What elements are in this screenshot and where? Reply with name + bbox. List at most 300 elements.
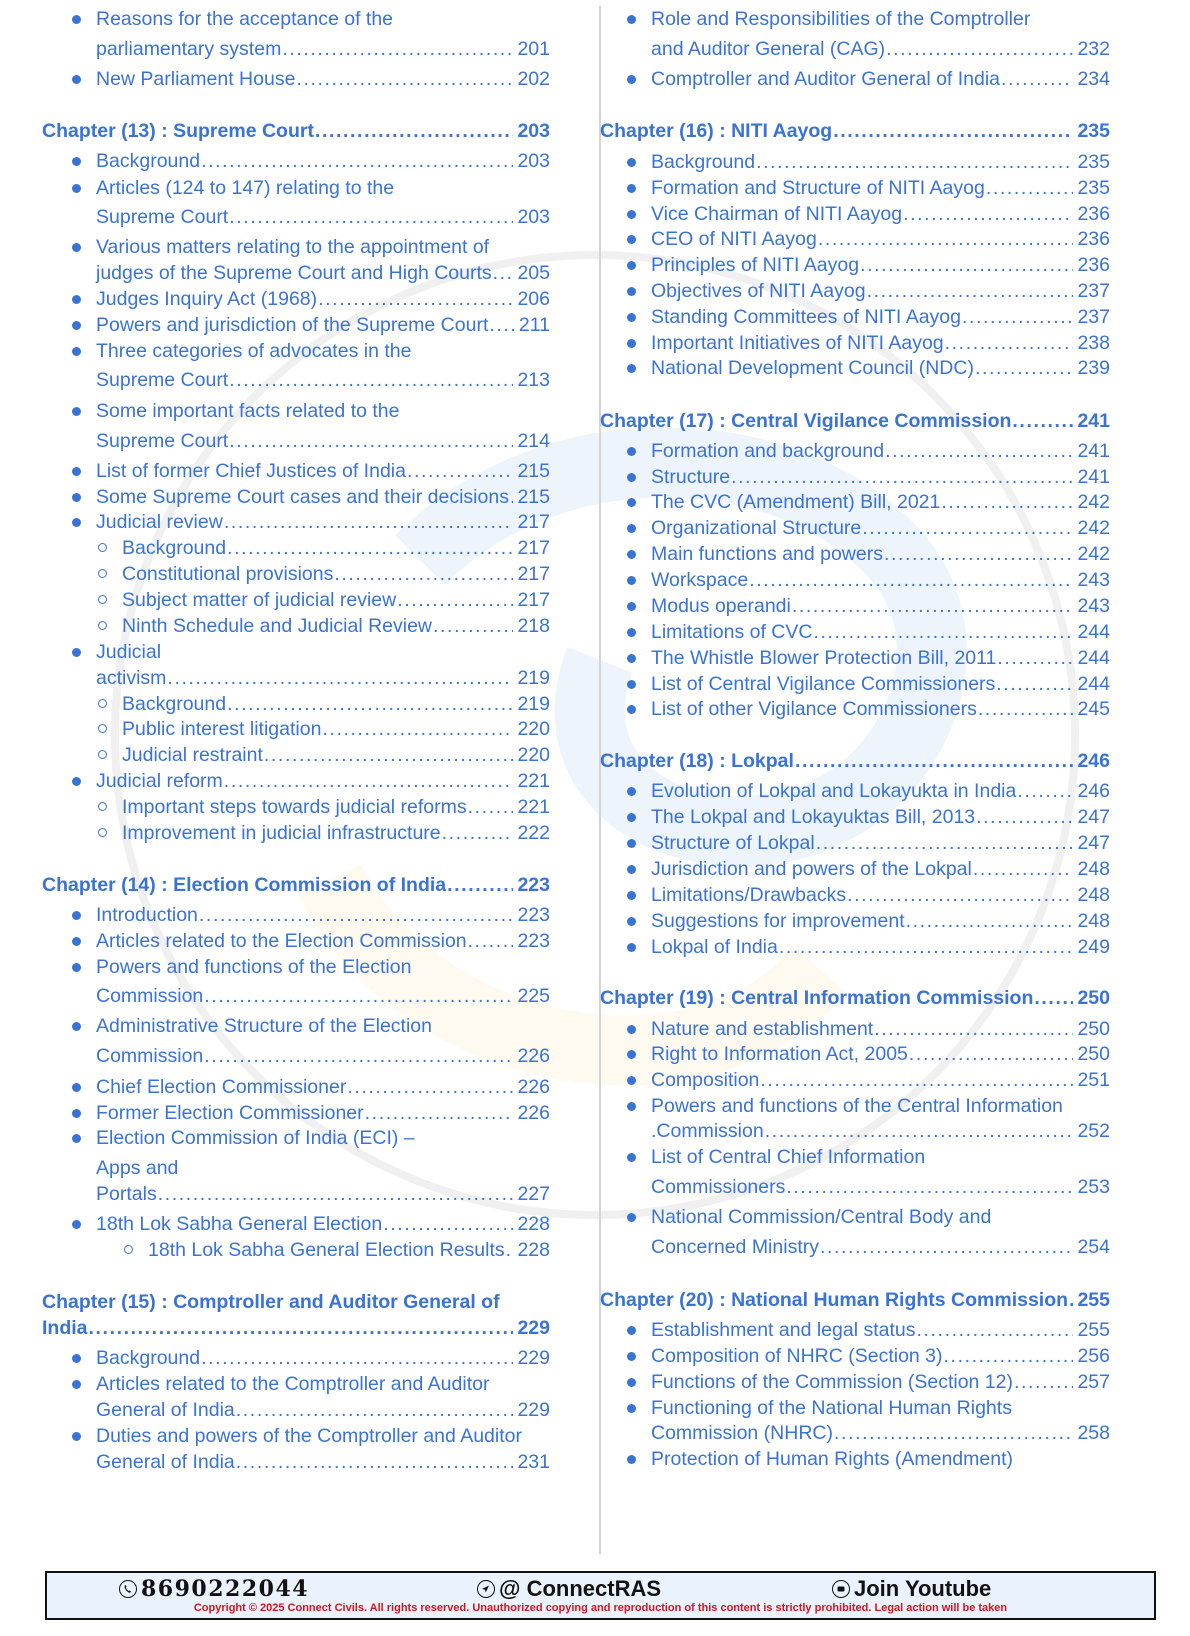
dot-leader: [975, 355, 1073, 381]
toc-chapter-heading[interactable]: [42, 1315, 550, 1341]
toc-entry-title: General of India: [96, 1399, 235, 1421]
toc-entry[interactable]: [96, 338, 550, 364]
toc-entry[interactable]: [96, 36, 550, 62]
toc-entry-title: Administrative Structure of the Election: [96, 1015, 432, 1037]
toc-entry[interactable]: [651, 778, 1110, 804]
toc-page-number: 213: [517, 369, 550, 391]
toc-entry[interactable]: [651, 1016, 1110, 1042]
toc-entry-title: Judicial review: [96, 511, 223, 533]
toc-entry-title: Judicial: [96, 641, 162, 663]
toc-entry[interactable]: [651, 1420, 1110, 1446]
toc-entry[interactable]: [96, 1211, 550, 1237]
toc-entry-title: Formation and Structure of NITI Aayog: [651, 177, 985, 199]
toc-entry-title: Background: [96, 150, 201, 172]
toc-entry[interactable]: [651, 1234, 1110, 1260]
toc-entry[interactable]: [96, 1449, 550, 1475]
dot-leader: [765, 1118, 1074, 1144]
toc-entry[interactable]: [651, 1093, 1110, 1119]
toc-entry-title: Judicial restraint: [122, 744, 263, 766]
toc-entry-title: Important steps towards judicial reforms: [122, 796, 467, 818]
dot-leader: [834, 1420, 1073, 1446]
toc-entry-title: Main functions and powers: [651, 543, 883, 565]
toc-entry[interactable]: [651, 1144, 1110, 1170]
toc-entry[interactable]: [122, 716, 550, 742]
toc-page-number: 242: [1077, 543, 1110, 565]
toc-entry[interactable]: [96, 260, 550, 286]
toc-entry-title: Commission (NHRC): [651, 1422, 834, 1444]
toc-entry-title: The CVC (Amendment) Bill, 2021: [651, 491, 941, 513]
toc-page-number: 226: [517, 1102, 550, 1124]
toc-entry[interactable]: [96, 1074, 550, 1100]
toc-entry[interactable]: [96, 286, 550, 312]
toc-entry[interactable]: [96, 234, 550, 260]
toc-entry-title: Role and Responsibilities of the Comptroller: [651, 8, 1031, 30]
toc-page-number: 223: [517, 874, 550, 896]
toc-page-number: 229: [517, 1347, 550, 1369]
dot-leader: [760, 1067, 1073, 1093]
toc-entry[interactable]: [651, 355, 1110, 381]
toc-entry-title: Formation and background: [651, 440, 885, 462]
toc-entry-title: parliamentary system: [96, 38, 282, 60]
toc-entry[interactable]: [651, 515, 1110, 541]
toc-entry[interactable]: [96, 1345, 550, 1371]
toc-page-number: 234: [1077, 68, 1110, 90]
toc-entry-title: Chapter (16) : NITI Aayog: [600, 120, 833, 142]
toc-page-number: 214: [517, 430, 550, 452]
toc-entry[interactable]: [96, 1423, 550, 1449]
toc-entry[interactable]: [96, 1100, 550, 1126]
dot-leader: [227, 691, 513, 717]
toc-page-number: 243: [1077, 595, 1110, 617]
toc-entry-title: Establishment and legal status: [651, 1319, 916, 1341]
dot-leader: [820, 1234, 1073, 1260]
toc-entry[interactable]: [651, 6, 1110, 32]
toc-entry[interactable]: [651, 304, 1110, 330]
toc-entry[interactable]: [651, 882, 1110, 908]
toc-entry-title: Composition: [651, 1069, 760, 1091]
toc-entry-title: Limitations/Drawbacks: [651, 884, 847, 906]
toc-page-number: 217: [517, 537, 550, 559]
toc-chapter-heading[interactable]: [42, 1289, 550, 1315]
dot-leader: [493, 260, 514, 286]
toc-entry[interactable]: [651, 175, 1110, 201]
toc-entry-title: Election Commission of India (ECI) –: [96, 1127, 415, 1149]
dot-leader: [941, 489, 1073, 515]
toc-entry[interactable]: [651, 1395, 1110, 1421]
dot-leader: [903, 201, 1073, 227]
toc-entry-title: Right to Information Act, 2005: [651, 1043, 908, 1065]
dot-leader: [236, 1397, 514, 1423]
toc-page-number: 244: [1077, 673, 1110, 695]
toc-entry[interactable]: [651, 1343, 1110, 1369]
toc-entry[interactable]: [651, 1446, 1110, 1472]
toc-entry-title: The Lokpal and Lokayuktas Bill, 2013: [651, 806, 976, 828]
toc-entry-title: New Parliament House: [96, 68, 296, 90]
toc-entry-title: Articles (124 to 147) relating to the: [96, 177, 395, 199]
toc-page-number: 250: [1077, 1018, 1110, 1040]
toc-entry-title: Powers and functions of the Central Information: [651, 1095, 1063, 1117]
toc-page-number: 251: [1077, 1069, 1110, 1091]
toc-entry[interactable]: [651, 830, 1110, 856]
dot-leader: [407, 458, 513, 484]
dot-leader: [510, 484, 513, 510]
toc-entry[interactable]: [122, 613, 550, 639]
toc-entry-title: Chapter (18) : Lokpal: [600, 750, 794, 772]
phone-contact[interactable]: [119, 1576, 309, 1602]
toc-entry-title: Important Initiatives of NITI Aayog: [651, 332, 944, 354]
toc-entry-title: activism: [96, 667, 167, 689]
toc-entry[interactable]: [651, 330, 1110, 356]
toc-entry-title: National Development Council (NDC): [651, 357, 974, 379]
toc-page-number: 235: [1077, 177, 1110, 199]
dot-leader: [833, 118, 1073, 144]
dot-leader: [442, 820, 514, 846]
toc-chapter-heading[interactable]: [600, 985, 1110, 1011]
toc-entry-title: List of other Vigilance Commissioners: [651, 698, 977, 720]
toc-entry[interactable]: [96, 148, 550, 174]
toc-entry-title: Suggestions for improvement: [651, 910, 905, 932]
toc-entry-title: Protection of Human Rights (Amendment): [651, 1448, 1013, 1470]
dot-leader: [779, 934, 1074, 960]
toc-page-number: 249: [1077, 936, 1110, 958]
toc-entry[interactable]: [96, 484, 550, 510]
toc-page-number: 235: [1077, 120, 1110, 142]
dot-leader: [1017, 778, 1073, 804]
toc-entry-title: Subject matter of judicial review: [122, 589, 397, 611]
toc-entry[interactable]: [651, 804, 1110, 830]
dot-leader: [468, 794, 514, 820]
toc-entry[interactable]: [651, 1204, 1110, 1230]
toc-entry[interactable]: [96, 1013, 550, 1039]
toc-entry[interactable]: [96, 1181, 550, 1207]
toc-entry-title: Organizational Structure: [651, 517, 862, 539]
toc-entry[interactable]: [148, 1237, 550, 1263]
toc-entry-title: Structure of Lokpal: [651, 832, 815, 854]
toc-entry[interactable]: [651, 1118, 1110, 1144]
toc-entry[interactable]: [651, 66, 1110, 92]
toc-entry[interactable]: [96, 768, 550, 794]
dot-leader: [322, 716, 513, 742]
dot-leader: [818, 226, 1074, 252]
toc-entry[interactable]: [96, 1155, 550, 1181]
dot-leader: [795, 748, 1074, 774]
toc-page-number: 229: [517, 1399, 550, 1421]
toc-page-number: 244: [1077, 647, 1110, 669]
toc-entry-title: Introduction: [96, 904, 198, 926]
toc-entry[interactable]: [122, 794, 550, 820]
dot-leader: [489, 312, 515, 338]
toc-entry[interactable]: [96, 983, 550, 1009]
toc-entry-title: Standing Committees of NITI Aayog: [651, 306, 961, 328]
toc-entry[interactable]: [651, 1369, 1110, 1395]
page-footer: [45, 1571, 1156, 1620]
toc-entry-title: Chapter (13) : Supreme Court: [42, 120, 314, 142]
dot-leader: [978, 696, 1074, 722]
toc-entry[interactable]: [96, 928, 550, 954]
toc-chapter-heading[interactable]: [600, 748, 1110, 774]
toc-page-number: 241: [1077, 440, 1110, 462]
toc-entry-title: Principles of NITI Aayog: [651, 254, 860, 276]
toc-entry-title: General of India: [96, 1451, 235, 1473]
toc-page-number: 245: [1077, 698, 1110, 720]
toc-entry[interactable]: [651, 541, 1110, 567]
toc-page-number: 241: [1077, 466, 1110, 488]
toc-entry[interactable]: [122, 561, 550, 587]
toc-entry[interactable]: [651, 1067, 1110, 1093]
dot-leader: [1012, 408, 1073, 434]
toc-page-number: 219: [517, 693, 550, 715]
toc-entry-title: Background: [122, 693, 227, 715]
toc-page-number: 255: [1077, 1319, 1110, 1341]
youtube-label: Join Youtube: [854, 1576, 992, 1601]
toc-entry-title: Comptroller and Auditor General of India: [651, 68, 1001, 90]
toc-page-number: 227: [517, 1183, 550, 1205]
toc-entry-title: List of Central Vigilance Commissioners: [651, 673, 996, 695]
toc-entry[interactable]: [651, 934, 1110, 960]
toc-page-number: 211: [518, 314, 550, 336]
toc-entry[interactable]: [651, 567, 1110, 593]
toc-page-number: 201: [517, 38, 550, 60]
toc-entry[interactable]: [651, 645, 1110, 671]
toc-entry-title: Ninth Schedule and Judicial Review: [122, 615, 433, 637]
toc-page-number: 247: [1077, 832, 1110, 854]
toc-entry[interactable]: [651, 908, 1110, 934]
toc-entry[interactable]: [651, 252, 1110, 278]
toc-entry-title: Background: [96, 1347, 201, 1369]
youtube-icon: [832, 1580, 850, 1598]
toc-page-number: 242: [1077, 491, 1110, 513]
toc-page-number: 237: [1077, 280, 1110, 302]
toc-page-number: 217: [517, 511, 550, 533]
youtube-link[interactable]: [832, 1576, 991, 1602]
toc-page-number: 205: [517, 262, 550, 284]
toc-page-number: 258: [1077, 1422, 1110, 1444]
dot-leader: [944, 1343, 1074, 1369]
toc-entry[interactable]: [96, 6, 550, 32]
toc-entry[interactable]: [96, 312, 550, 338]
toc-entry-title: Judicial reform: [96, 770, 223, 792]
dot-leader: [282, 36, 513, 62]
toc-entry[interactable]: [96, 1397, 550, 1423]
toc-entry[interactable]: [651, 226, 1110, 252]
toc-page-number: 236: [1077, 203, 1110, 225]
toc-entry-title: Vice Chairman of NITI Aayog: [651, 203, 903, 225]
toc-page-number: 228: [517, 1213, 550, 1235]
toc-entry-title: Chapter (17) : Central Vigilance Commission: [600, 410, 1012, 432]
dot-leader: [204, 1043, 513, 1069]
toc-entry-title: Commissioners: [651, 1176, 786, 1198]
dot-leader: [813, 619, 1073, 645]
toc-entry-title: Articles related to the Comptroller and Auditor: [96, 1373, 490, 1395]
toc-chapter-heading[interactable]: [600, 118, 1110, 144]
dot-leader: [749, 567, 1073, 593]
toc-entry[interactable]: [651, 149, 1110, 175]
toc-entry[interactable]: [651, 201, 1110, 227]
dot-leader: [227, 535, 513, 561]
toc-entry-title: Former Election Commissioner: [96, 1102, 364, 1124]
toc-page-number: 250: [1077, 987, 1110, 1009]
toc-entry[interactable]: [651, 464, 1110, 490]
dot-leader: [296, 66, 513, 92]
toc-page-number: 217: [517, 589, 550, 611]
dot-leader: [756, 149, 1073, 175]
toc-entry[interactable]: [96, 665, 550, 691]
toc-page-number: 203: [517, 150, 550, 172]
toc-entry[interactable]: [651, 278, 1110, 304]
toc-entry[interactable]: [651, 489, 1110, 515]
toc-entry[interactable]: [96, 458, 550, 484]
dot-leader: [886, 36, 1073, 62]
toc-page-number: 256: [1077, 1345, 1110, 1367]
toc-entry[interactable]: [651, 696, 1110, 722]
toc-page-number: 236: [1077, 228, 1110, 250]
toc-entry[interactable]: [96, 367, 550, 393]
toc-entry[interactable]: [96, 954, 550, 980]
toc-entry[interactable]: [96, 1043, 550, 1069]
toc-page-number: 203: [517, 120, 550, 142]
toc-page-number: 248: [1077, 910, 1110, 932]
toc-entry[interactable]: [651, 593, 1110, 619]
dot-leader: [224, 509, 514, 535]
toc-entry[interactable]: [96, 66, 550, 92]
toc-entry-title: Apps and: [96, 1157, 179, 1179]
toc-entry-title: Various matters relating to the appointment of: [96, 236, 490, 258]
toc-entry[interactable]: [651, 1041, 1110, 1067]
toc-entry[interactable]: [651, 1174, 1110, 1200]
toc-page-number: 206: [517, 288, 550, 310]
toc-page-number: 202: [517, 68, 550, 90]
toc-entry[interactable]: [96, 175, 550, 201]
toc-chapter-heading[interactable]: [600, 408, 1110, 434]
dot-leader: [884, 541, 1073, 567]
toc-entry[interactable]: [651, 438, 1110, 464]
toc-entry[interactable]: [651, 619, 1110, 645]
toc-page-number: 218: [517, 615, 550, 637]
toc-entry-title: Public interest litigation: [122, 718, 322, 740]
toc-entry[interactable]: [96, 398, 550, 424]
toc-entry[interactable]: [122, 742, 550, 768]
toc-page-number: 235: [1077, 151, 1110, 173]
toc-page-number: 243: [1077, 569, 1110, 591]
toc-page-number: 250: [1077, 1043, 1110, 1065]
dot-leader: [874, 1016, 1073, 1042]
dot-leader: [731, 464, 1073, 490]
dot-leader: [224, 768, 514, 794]
dot-leader: [89, 1315, 514, 1341]
dot-leader: [383, 1211, 513, 1237]
toc-entry-title: Some important facts related to the: [96, 400, 400, 422]
dot-leader: [996, 671, 1073, 697]
toc-page-number: 255: [1077, 1289, 1110, 1311]
dot-leader: [1014, 1369, 1073, 1395]
telegram-link[interactable]: [477, 1576, 661, 1602]
dot-leader: [885, 438, 1073, 464]
toc-entry[interactable]: [651, 36, 1110, 62]
toc-page-number: 242: [1077, 517, 1110, 539]
toc-entry-title: Evolution of Lokpal and Lokayukta in India: [651, 780, 1017, 802]
toc-page-number: 247: [1077, 806, 1110, 828]
toc-entry[interactable]: [651, 671, 1110, 697]
telegram-icon: [477, 1580, 495, 1598]
toc-entry[interactable]: [122, 587, 550, 613]
dot-leader: [433, 613, 513, 639]
dot-leader: [229, 204, 513, 230]
toc-entry[interactable]: [651, 856, 1110, 882]
toc-page-number: 248: [1077, 858, 1110, 880]
dot-leader: [997, 645, 1073, 671]
toc-entry-title: Chapter (14) : Election Commission of India: [42, 874, 447, 896]
toc-entry-title: Background: [651, 151, 756, 173]
toc-entry-title: and Auditor General (CAG): [651, 38, 886, 60]
toc-chapter-heading[interactable]: [42, 872, 550, 898]
toc-entry-title: Limitations of CVC: [651, 621, 813, 643]
dot-leader: [397, 587, 513, 613]
toc-entry[interactable]: [122, 691, 550, 717]
toc-entry-title: Chapter (20) : National Human Rights Commission: [600, 1289, 1069, 1311]
dot-leader: [229, 428, 513, 454]
toc-entry[interactable]: [96, 1125, 550, 1151]
toc-entry[interactable]: [122, 535, 550, 561]
toc-entry-title: Workspace: [651, 569, 749, 591]
toc-chapter-heading[interactable]: [42, 118, 550, 144]
toc-entry-title: Nature and establishment: [651, 1018, 874, 1040]
toc-entry[interactable]: [96, 902, 550, 928]
toc-entry-title: Supreme Court: [96, 206, 229, 228]
toc-page-number: 257: [1077, 1371, 1110, 1393]
toc-entry-title: The Whistle Blower Protection Bill, 2011: [651, 647, 997, 669]
dot-leader: [867, 278, 1074, 304]
toc-entry-title: Structure: [651, 466, 731, 488]
toc-entry-title: Composition of NHRC (Section 3): [651, 1345, 943, 1367]
toc-entry-title: Duties and powers of the Comptroller and Auditor: [96, 1425, 522, 1447]
toc-entry[interactable]: [96, 509, 550, 535]
dot-leader: [447, 872, 513, 898]
toc-chapter-heading[interactable]: [600, 1287, 1110, 1313]
dot-leader: [204, 983, 513, 1009]
toc-entry-title: Reasons for the acceptance of the: [96, 8, 394, 30]
dot-leader: [199, 902, 514, 928]
telegram-handle: @ ConnectRAS: [499, 1576, 662, 1601]
dot-leader: [315, 118, 514, 144]
toc-entry[interactable]: [96, 204, 550, 230]
toc-page-number: 203: [517, 206, 550, 228]
toc-page-number: 221: [517, 796, 550, 818]
column-divider: [599, 6, 601, 1554]
toc-page-number: 225: [517, 985, 550, 1007]
toc-entry[interactable]: [122, 820, 550, 846]
dot-leader: [468, 928, 514, 954]
dot-leader: [229, 367, 513, 393]
toc-page-number: 228: [517, 1239, 550, 1261]
toc-entry[interactable]: [96, 1371, 550, 1397]
toc-entry[interactable]: [651, 1317, 1110, 1343]
phone-number: 8690222044: [141, 1576, 310, 1602]
toc-page-number: 219: [517, 667, 550, 689]
toc-entry-title: Modus operandi: [651, 595, 791, 617]
toc-entry[interactable]: [96, 639, 550, 665]
toc-page-number: 246: [1077, 780, 1110, 802]
toc-entry-title: Three categories of advocates in the: [96, 340, 412, 362]
toc-entry-title: Portals: [96, 1183, 157, 1205]
phone-icon: [119, 1580, 137, 1598]
toc-entry-title: .Commission: [651, 1120, 764, 1142]
toc-page-number: 246: [1077, 750, 1110, 772]
toc-page-number: 244: [1077, 621, 1110, 643]
dot-leader: [906, 908, 1074, 934]
toc-page-number: 231: [517, 1451, 550, 1473]
toc-entry[interactable]: [96, 428, 550, 454]
toc-entry-title: Functioning of the National Human Rights: [651, 1397, 1012, 1419]
